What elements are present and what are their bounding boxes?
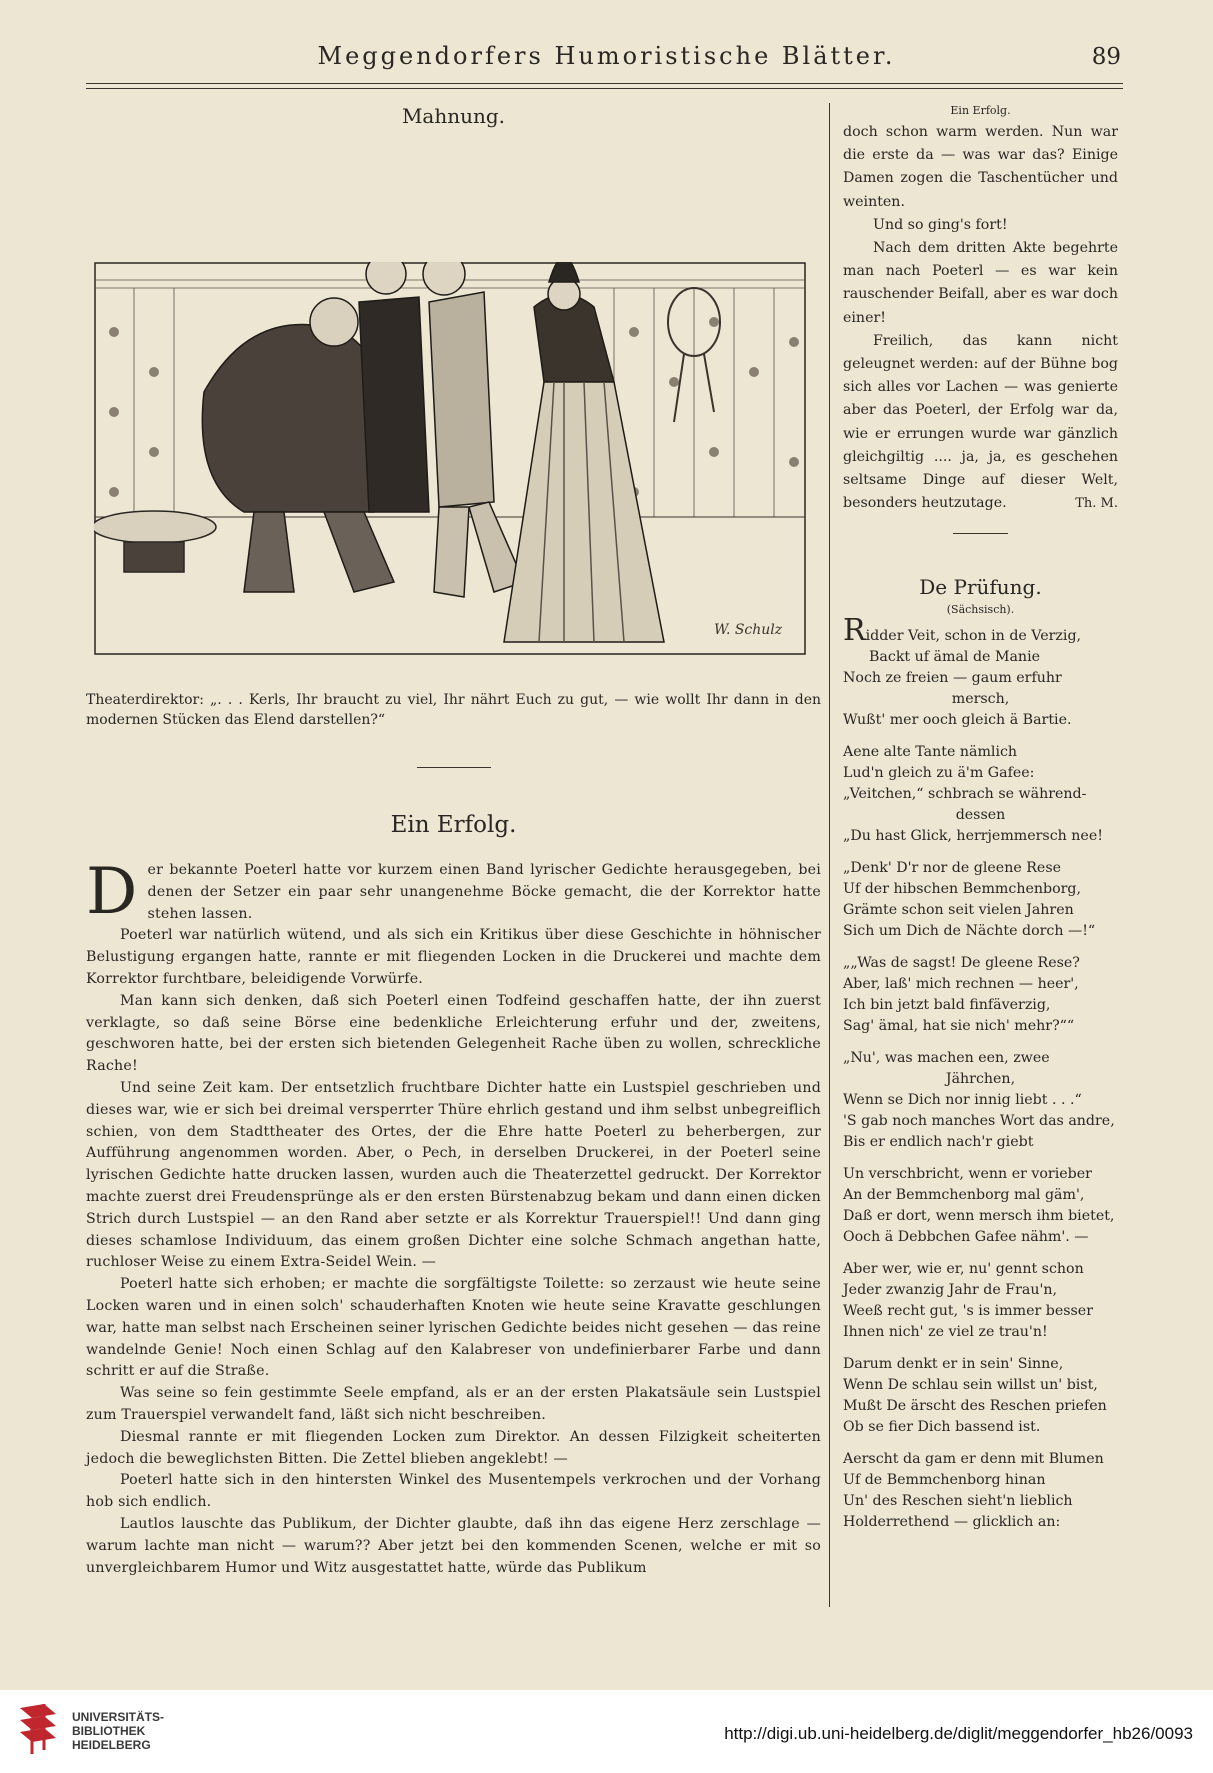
story-paragraph-8: Poeterl hatte sich in den hintersten Winkel des Musentempels verkrochen und der Vorhang hob sich endlich.	[86, 1472, 821, 1511]
illustration-theater-scene	[94, 262, 806, 655]
illustration-block	[86, 104, 821, 128]
header-rule-bottom	[86, 88, 1123, 89]
viewer-footer	[0, 1690, 1213, 1773]
illustration-caption: Theaterdirektor: „. . . Kerls, Ihr braucht zu viel, Ihr nährt Euch zu gut, — wie wollt Ihr dann in den modernen Stücken das Elend darstellen?“	[86, 692, 821, 728]
lady-figure	[504, 262, 664, 642]
story-body	[86, 855, 821, 1579]
library-logo-icon	[14, 1700, 62, 1760]
continuation-paragraph-1: doch schon warm werden. Nun war die erste da — was war das? Einige Damen zogen die Taschentücher und weinten.	[843, 124, 1118, 210]
story-paragraph-6: Was seine so fein gestimmte Seele empfand, als er an der ersten Plakatsäule sein Lustspiel zum Trauerspiel verwandelt fand, läßt sich nicht beschreiben.	[86, 1385, 821, 1423]
story-divider	[86, 767, 821, 768]
poem-stanza: Ridder Veit, schon in de Verzig, Backt uf ämal de Manie Noch ze freien — gaum erfuhr mersch, Wußt' mer ooch gleich ä Bartie.	[843, 620, 1118, 731]
story-title: Ein Erfolg.	[390, 812, 517, 838]
story-drop-initial: D	[86, 855, 138, 929]
poem-stanza: „Denk' D'r nor de gleene Rese Uf der hibschen Bemmchenborg, Grämte schon seit vielen Jahren Sich um Dich de Nächte dorch —!“	[843, 860, 1096, 939]
continuation-paragraph-4: Freilich, das kann nicht geleugnet werden: auf der Bühne bog sich alles vor Lachen — was genierte aber das Poeterl, der Erfolg war da, wie er errungen wurde war gänzlich gleichgiltig .... ja, ja, es geschehen seltsame Dinge auf dieser Welt, besonders heutzutage. Th. M.	[843, 330, 1118, 516]
poem-drop-initial: R	[843, 613, 866, 648]
table	[94, 511, 216, 572]
continuation-block	[843, 104, 1118, 534]
story-paragraph-2: Poeterl war natürlich wütend, und als sich ein Kritikus über diese Geschichte in höhnischer Belustigung ergangen hatte, rannte er mit fliegenden Locken in die Druckerei und machte dem Korrektor furchtbare, beleidigende Vorwürfe.	[86, 927, 821, 987]
poem-stanza: Un verschbricht, wenn er vorieber An der Bemmchenborg mal gäm', Daß er dort, wenn mersch ihm bietet, Ooch ä Debbchen Gafee nähm'. —	[843, 1166, 1115, 1245]
poem-stanza: Darum denkt er in sein' Sinne, Wenn De schlau sein willst un' bist, Mußt De ärscht des Reschen priefen Ob se fier Dich bassend ist.	[843, 1356, 1107, 1435]
story-title-block	[86, 812, 821, 838]
poem-subtitle: (Sächsisch).	[946, 603, 1015, 616]
poem-stanza: „Nu', was machen een, zwee Jährchen, Wenn se Dich nor innig liebt . . .“ 'S gab noch manches Wort das andre, Bis er endlich nach'r giebt	[843, 1050, 1115, 1150]
poem-stanza: Aene alte Tante nämlich Lud'n gleich zu ä'm Gafee: „Veitchen,“ schbrach se während- dessen „Du hast Glick, herrjemmersch nee!	[843, 744, 1103, 844]
page-number: 89	[1091, 44, 1121, 70]
poem-title: De Prüfung.	[919, 575, 1042, 599]
actors	[359, 292, 524, 597]
continuation-heading: Ein Erfolg.	[950, 104, 1011, 117]
story-paragraph-7: Diesmal rannte er mit fliegenden Locken zum Direktor. An dessen Filzigkeit scheiterten jedoch die beweglichsten Bitten. Die Zettel blieben angeklebt! —	[86, 1428, 821, 1467]
poem-stanza: Aber wer, wie er, nu' gennt schon Jeder zwanzig Jahr de Frau'n, Weeß recht gut, 's is immer besser Ihnen nich' ze viel ze trau'n!	[843, 1261, 1093, 1340]
continuation-paragraph-2: Und so ging's fort!	[873, 216, 1008, 233]
running-head-title: Meggendorfers Humoristische Blätter.	[317, 42, 896, 70]
poem-stanza: „„Was de sagst! De gleene Rese? Aber, laß' mich rechnen — heer', Ich bin jetzt bald finfäverzig, Sag' ämal, hat sie nich' mehr?““	[843, 955, 1080, 1034]
header-rule-top	[86, 83, 1123, 84]
poem-block	[843, 575, 1118, 1544]
source-url-link[interactable]: http://digi.ub.uni-heidelberg.de/diglit/meggendorfer_hb26/0093	[724, 1724, 1193, 1743]
continuation-paragraph-3: Nach dem dritten Akte begehrte man nach Poeterl — es war kein rauschender Beifall, aber es war doch einer!	[843, 240, 1118, 326]
story-paragraph-9: Lautlos lauschte das Publikum, der Dichter glaubte, daß ihn das eigene Herz zerschlage — warum lachte man nicht — warum?? Aber jetzt bei den kommenden Scenen, welche er mit so unvergleichbarem Humor und Witz ausgestattet hatte, würde das Publikum	[86, 1515, 821, 1576]
artist-signature: W. Schulz	[714, 622, 783, 638]
illustration-title: Mahnung.	[401, 104, 506, 128]
column-divider	[829, 103, 830, 1607]
story-paragraph-3: Man kann sich denken, daß sich Poeterl einen Todfeind geschaffen hatte, der ihn zuerst verklagte, so daß seine Börse eine bedenkliche Erleichterung erfuhr und der, zweitens, geschworen hatte, bei der ersten sich bietenden Gelegenheit Rache üben zu wollen, schreckliche Rache!	[86, 992, 821, 1075]
continuation-signature: Th. M.	[1075, 496, 1118, 512]
poem-stanza: Aerscht da gam er denn mit Blumen Uf de Bemmchenborg hinan Un' des Reschen sieht'n lieblich Holderrethend — glicklich an:	[843, 1451, 1104, 1530]
poem-first-line: Ridder Veit, schon in de Verzig,	[843, 613, 1082, 648]
story-paragraph-1: Der bekannte Poeterl hatte vor kurzem einen Band lyrischer Gedichte herausgegeben, bei denen der Setzer ein paar sehr unangenehme Böcke gemacht, die der Korrektor hatte stehen lassen.	[86, 855, 821, 929]
library-name: UNIVERSITÄTS- BIBLIOTHEK HEIDELBERG	[72, 1710, 165, 1752]
poem-divider	[953, 533, 1008, 534]
story-paragraph-4: Und seine Zeit kam. Der entsetzlich fruchtbare Dichter hatte ein Lustspiel geschrieben und dieses war, wie er sich bei dreimal versperrter Thüre ehrlich gestand und ihm selbst unbegreiflich schien, von dem Stadttheater des Ortes, der die Ehre hatte Poeterl zu beherbergen, zur Aufführung angenommen worden. Aber, o Pech, in derselben Druckerei, in der Poeterl seine lyrischen Gedichte hatte drucken lassen, wurden auch die Theaterzettel gedruckt. Der Korrektor machte zuerst drei Freudensprünge als er den ersten Bürstenabzug bekam und dann einen dicken Strich durch Lustspiel — an den Rand aber setzte er als Korrektur Trauerspiel!! Und dann ging dieses schamlose Individuum, das einem großen Dichter eine solche Schmach angethan hatte, ruchloser Weise zu einem Extra-Seidel Wein. —	[86, 1079, 821, 1271]
story-paragraph-5: Poeterl hatte sich erhoben; er machte die sorgfältigste Toilette: so zerzaust wie heute seine Locken waren und in einen solch' schauderhaften Knoten wie heute seine Kravatte geschlungen war, hatte man selbst nach Erscheinen seiner lyrischen Gedichte beides nicht gesehen — das reine wandelnde Genie! Noch einen Schlag auf den Kalabreser von undefinierbarer Farbe und dann schritt er auf die Straße.	[86, 1276, 821, 1380]
